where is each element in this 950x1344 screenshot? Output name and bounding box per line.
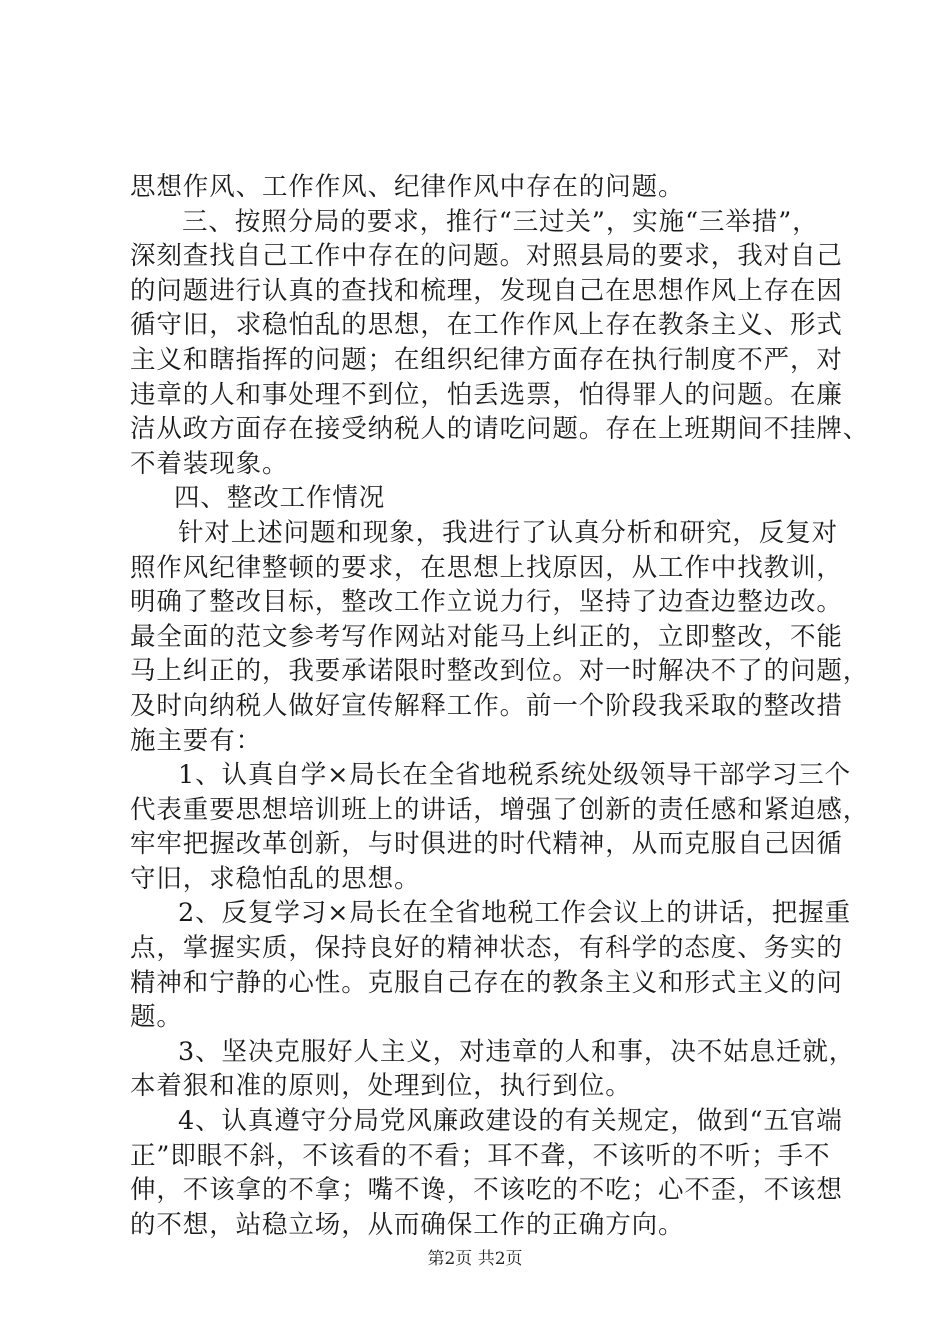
text-line: 正”即眼不斜，不该看的不看；耳不聋，不该听的不听；手不 [130, 1140, 831, 1171]
list-item-start: 2、反复学习×局长在全省地税工作会议上的讲话，把握重 [178, 898, 851, 929]
text-line: 违章的人和事处理不到位，怕丢选票，怕得罪人的问题。在廉 [130, 379, 843, 410]
text-line: 及时向纳税人做好宣传解释工作。前一个阶段我采取的整改措 [130, 690, 843, 721]
text-line: 守旧，求稳怕乱的思想。 [130, 863, 421, 894]
page-number-footer: 第2页 共2页 [427, 1249, 523, 1269]
text-line: 牢牢把握改革创新，与时俱进的时代精神，从而克服自己因循 [130, 829, 843, 860]
text-line: 主义和瞎指挥的问题；在组织纪律方面存在执行制度不严，对 [130, 344, 843, 375]
text-line: 精神和宁静的心性。克服自己存在的教条主义和形式主义的问 [130, 967, 843, 998]
document-body [130, 170, 870, 1242]
text-line: 循守旧，求稳怕乱的思想，在工作作风上存在教条主义、形式 [130, 310, 843, 341]
list-item-start: 1、认真自学×局长在全省地税系统处级领导干部学习三个 [178, 760, 851, 791]
text-line: 不着装现象。 [130, 448, 289, 479]
text-line: 深刻查找自己工作中存在的问题。对照县局的要求，我对自己 [130, 241, 843, 272]
text-line: 思想作风、工作作风、纪律作风中存在的问题。 [130, 172, 685, 202]
text-line: 的问题进行认真的查找和梳理，发现自己在思想作风上存在因 [130, 275, 843, 306]
text-line: 最全面的范文参考写作网站对能马上纠正的，立即整改，不能 [130, 621, 843, 652]
text-line: 伸，不该拿的不拿；嘴不谗，不该吃的不吃；心不歪，不该想 [130, 1175, 843, 1206]
text-line: 题。 [130, 1002, 183, 1033]
text-line: 代表重要思想培训班上的讲话，增强了创新的责任感和紧迫感， [130, 794, 870, 825]
text-line: 三、按照分局的要求，推行“三过关”，实施“三举措”， [182, 206, 819, 237]
text-line: 洁从政方面存在接受纳税人的请吃问题。存在上班期间不挂牌、 [130, 414, 870, 445]
section-heading: 四、整改工作情况 [174, 483, 386, 514]
list-item-start: 3、坚决克服好人主义，对违章的人和事，决不姑息迁就， [178, 1036, 856, 1067]
text-line: 马上纠正的，我要承诺限时整改到位。对一时解决不了的问题， [130, 656, 870, 687]
text-line: 照作风纪律整顿的要求，在思想上找原因，从工作中找教训， [130, 552, 843, 583]
text-line: 点，掌握实质，保持良好的精神状态，有科学的态度、务实的 [130, 933, 843, 964]
text-line: 施主要有： [130, 725, 263, 756]
list-item-start: 4、认真遵守分局党风廉政建设的有关规定，做到“五官端 [178, 1106, 843, 1137]
text-line: 的不想，站稳立场，从而确保工作的正确方向。 [130, 1209, 685, 1240]
text-line: 针对上述问题和现象，我进行了认真分析和研究，反复对 [178, 517, 839, 548]
text-line: 明确了整改目标，整改工作立说力行，坚持了边查边整边改。 [130, 587, 843, 618]
text-line: 本着狠和准的原则，处理到位，执行到位。 [130, 1071, 632, 1102]
